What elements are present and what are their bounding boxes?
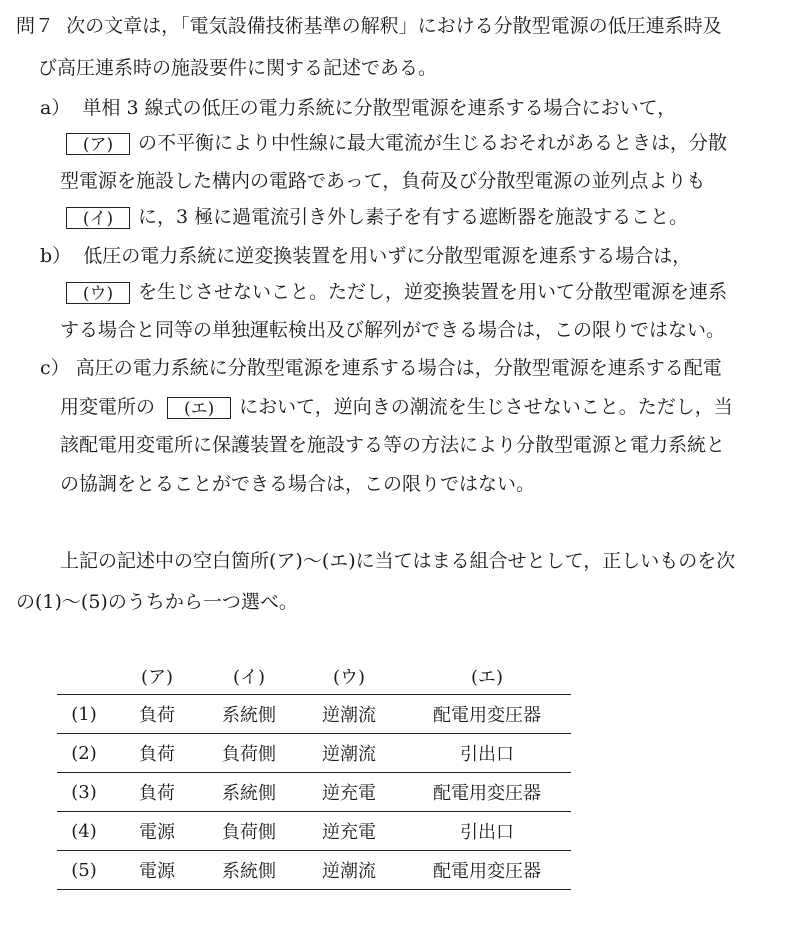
- item-c-line3: 該配電用変電所に保護装置を施設する等の方法により分散型電源と電力系統と: [60, 434, 726, 456]
- item-a-line3: 型電源を施設した構内の電路であって，負荷及び分散型電源の並列点よりも: [60, 170, 706, 192]
- table-cell: 負荷側: [203, 812, 295, 851]
- table-cell: 系統側: [203, 695, 295, 734]
- table-cell: 配電用変圧器: [403, 773, 571, 812]
- item-a-marker: a）: [40, 97, 71, 119]
- option-number: (2): [57, 734, 111, 773]
- header-cell: (ア): [111, 658, 203, 695]
- option-number: (5): [57, 851, 111, 890]
- table-cell: 負荷: [111, 695, 203, 734]
- item-c-line4: の協調をとることができる場合は，この限りではない。: [60, 473, 536, 495]
- table-cell: 負荷側: [203, 734, 295, 773]
- item-c-marker: c）: [40, 357, 70, 379]
- table-cell: 電源: [111, 812, 203, 851]
- table-row: [57, 773, 571, 812]
- table-cell: 逆充電: [295, 773, 403, 812]
- header-cell: (エ): [403, 658, 571, 695]
- item-a-line1: a） 単相 3 線式の低圧の電力系統に分散型電源を連系する場合において，: [40, 97, 677, 119]
- blank-e: (エ): [167, 397, 231, 419]
- item-a-line2: (ア) の不平衡により中性線に最大電流が生じるおそれがあるときは，分散: [66, 131, 727, 155]
- question-intro-line2: び高圧連系時の施設要件に関する記述である。: [38, 57, 438, 79]
- question-number: 問７: [16, 15, 55, 37]
- table-cell: 負荷: [111, 734, 203, 773]
- table-cell: 系統側: [203, 851, 295, 890]
- table-row: [57, 734, 571, 773]
- table-cell: 逆潮流: [295, 851, 403, 890]
- item-b-marker: b）: [40, 245, 72, 267]
- header-cell: (ウ): [295, 658, 403, 695]
- answer-table: [57, 658, 571, 890]
- table-cell: 逆充電: [295, 812, 403, 851]
- table-cell: 電源: [111, 851, 203, 890]
- option-number: (3): [57, 773, 111, 812]
- item-c-line2: 用変電所の (エ) において，逆向きの潮流を生じさせないこと。ただし，当: [60, 396, 733, 419]
- table-cell: 配電用変圧器: [403, 851, 571, 890]
- option-number: (4): [57, 812, 111, 851]
- item-a-line4: (イ) に，3 極に過電流引き外し素子を有する遮断器を施設すること。: [66, 205, 688, 229]
- blank-i: (イ): [66, 207, 130, 229]
- item-b-line3: する場合と同等の単独運転検出及び解列ができる場合は，この限りではない。: [60, 319, 726, 341]
- question-intro-line1: 問７ 次の文章は，「電気設備技術基準の解釈」における分散型電源の低圧連系時及: [16, 15, 722, 37]
- option-number: (1): [57, 695, 111, 734]
- instruction-line2: の(1)～(5)のうちから一つ選べ。: [16, 591, 298, 613]
- instruction-line1: 上記の記述中の空白箇所(ア)～(エ)に当てはまる組合せとして，正しいものを次: [60, 550, 736, 572]
- item-c-line1: c） 高圧の電力系統に分散型電源を連系する場合は，分散型電源を連系する配電: [40, 357, 722, 379]
- table-cell: 引出口: [403, 812, 571, 851]
- table-header-row: [57, 658, 571, 695]
- blank-a: (ア): [66, 133, 130, 155]
- table-cell: 逆潮流: [295, 734, 403, 773]
- table-row: [57, 812, 571, 851]
- table-cell: 逆潮流: [295, 695, 403, 734]
- item-b-line2: (ウ) を生じさせないこと。ただし，逆変換装置を用いて分散型電源を連系: [66, 280, 727, 304]
- table-row: [57, 851, 571, 890]
- table-cell: 系統側: [203, 773, 295, 812]
- table-row: [57, 695, 571, 734]
- blank-u: (ウ): [66, 282, 130, 304]
- header-cell: (イ): [203, 658, 295, 695]
- table-cell: 配電用変圧器: [403, 695, 571, 734]
- table-cell: 引出口: [403, 734, 571, 773]
- table-cell: 負荷: [111, 773, 203, 812]
- item-b-line1: b） 低圧の電力系統に逆変換装置を用いずに分散型電源を連系する場合は，: [40, 245, 692, 267]
- header-cell: [57, 658, 111, 695]
